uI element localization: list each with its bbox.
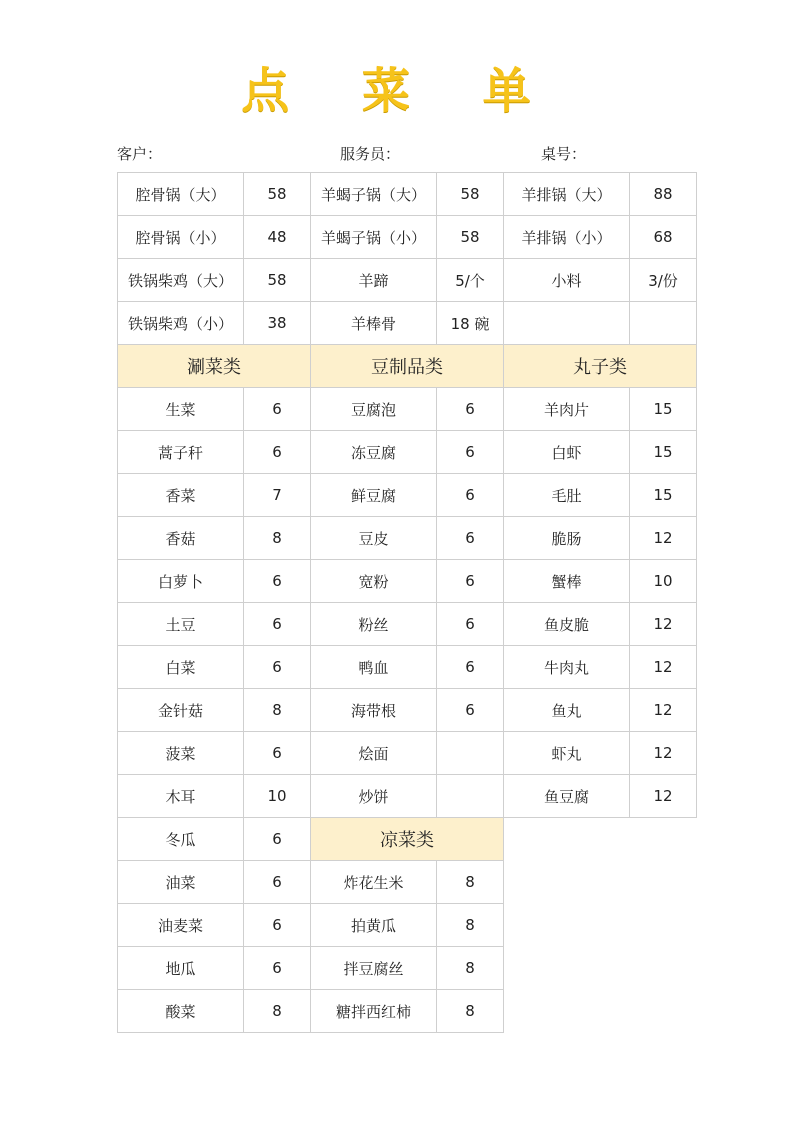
empty-area xyxy=(504,947,697,990)
menu-item-price: 6 xyxy=(244,431,311,474)
menu-item-name: 毛肚 xyxy=(504,474,630,517)
menu-item-name: 羊排锅（小） xyxy=(504,216,630,259)
menu-item-name: 鱼豆腐 xyxy=(504,775,630,818)
menu-item-price: 12 xyxy=(630,775,697,818)
menu-item-name: 炒饼 xyxy=(311,775,437,818)
table-row xyxy=(118,259,697,302)
menu-item-name: 小料 xyxy=(504,259,630,302)
menu-item-name: 虾丸 xyxy=(504,732,630,775)
menu-item-name: 木耳 xyxy=(118,775,244,818)
menu-item-price: 6 xyxy=(244,603,311,646)
menu-item-price: 6 xyxy=(437,560,504,603)
menu-item-price: 88 xyxy=(630,173,697,216)
menu-item-name: 炸花生米 xyxy=(311,861,437,904)
menu-item-name xyxy=(504,302,630,345)
table-row xyxy=(118,861,697,904)
table-row xyxy=(118,775,697,818)
menu-item-name: 豆腐泡 xyxy=(311,388,437,431)
menu-item-name: 油菜 xyxy=(118,861,244,904)
table-row xyxy=(118,990,697,1033)
menu-item-price: 58 xyxy=(244,173,311,216)
empty-area xyxy=(504,861,697,904)
menu-item-price: 6 xyxy=(437,474,504,517)
empty-area xyxy=(504,818,697,861)
menu-item-price: 5/个 xyxy=(437,259,504,302)
menu-item-name: 冬瓜 xyxy=(118,818,244,861)
menu-item-price: 58 xyxy=(437,216,504,259)
table-row xyxy=(118,904,697,947)
menu-item-price: 6 xyxy=(244,818,311,861)
menu-item-name: 生菜 xyxy=(118,388,244,431)
menu-item-price: 6 xyxy=(437,388,504,431)
menu-item-name: 牛肉丸 xyxy=(504,646,630,689)
menu-item-price: 6 xyxy=(244,388,311,431)
menu-item-name: 菠菜 xyxy=(118,732,244,775)
menu-item-price: 6 xyxy=(437,517,504,560)
menu-item-price: 68 xyxy=(630,216,697,259)
menu-item-price: 8 xyxy=(437,947,504,990)
menu-item-price: 6 xyxy=(437,646,504,689)
category-header-shuan: 涮菜类 xyxy=(118,345,311,388)
menu-item-name: 海带根 xyxy=(311,689,437,732)
table-row xyxy=(118,947,697,990)
menu-item-price: 12 xyxy=(630,603,697,646)
category-header-liang: 凉菜类 xyxy=(311,818,504,861)
menu-item-name: 香菇 xyxy=(118,517,244,560)
menu-item-price: 48 xyxy=(244,216,311,259)
table-row xyxy=(118,818,697,861)
menu-item-name: 豆皮 xyxy=(311,517,437,560)
menu-item-name: 白虾 xyxy=(504,431,630,474)
table-row xyxy=(118,646,697,689)
page-title: 点 菜 单 xyxy=(241,63,559,119)
table-row xyxy=(118,216,697,259)
category-header-wanzi: 丸子类 xyxy=(504,345,697,388)
category-header-douzhi: 豆制品类 xyxy=(311,345,504,388)
menu-item-name: 脆肠 xyxy=(504,517,630,560)
menu-item-name: 鸭血 xyxy=(311,646,437,689)
menu-item-name: 地瓜 xyxy=(118,947,244,990)
menu-item-name: 香菜 xyxy=(118,474,244,517)
menu-item-name: 白菜 xyxy=(118,646,244,689)
menu-item-name: 腔骨锅（大） xyxy=(118,173,244,216)
menu-item-price: 18 碗 xyxy=(437,302,504,345)
table-row xyxy=(118,388,697,431)
menu-item-price: 3/份 xyxy=(630,259,697,302)
menu-item-price: 10 xyxy=(244,775,311,818)
menu-item-price xyxy=(437,775,504,818)
menu-item-name: 羊棒骨 xyxy=(311,302,437,345)
menu-item-name: 铁锅柴鸡（小） xyxy=(118,302,244,345)
menu-item-name: 蒿子秆 xyxy=(118,431,244,474)
customer-label: 客户： xyxy=(117,145,163,163)
empty-area xyxy=(504,990,697,1033)
menu-item-name: 油麦菜 xyxy=(118,904,244,947)
menu-item-price: 12 xyxy=(630,517,697,560)
menu-item-price: 8 xyxy=(244,990,311,1033)
menu-item-name: 粉丝 xyxy=(311,603,437,646)
menu-item-price: 6 xyxy=(437,603,504,646)
menu-item-name: 宽粉 xyxy=(311,560,437,603)
menu-item-name: 金针菇 xyxy=(118,689,244,732)
category-header-row xyxy=(118,345,697,388)
menu-item-price: 10 xyxy=(630,560,697,603)
menu-item-price: 12 xyxy=(630,732,697,775)
table-row xyxy=(118,732,697,775)
menu-table xyxy=(117,172,697,1033)
menu-item-name: 白萝卜 xyxy=(118,560,244,603)
menu-item-name: 羊蹄 xyxy=(311,259,437,302)
menu-item-price: 6 xyxy=(244,947,311,990)
menu-item-price: 8 xyxy=(437,990,504,1033)
menu-item-name: 蟹棒 xyxy=(504,560,630,603)
menu-item-price: 6 xyxy=(244,904,311,947)
menu-item-name: 烩面 xyxy=(311,732,437,775)
menu-item-name: 羊排锅（大） xyxy=(504,173,630,216)
menu-item-price: 15 xyxy=(630,431,697,474)
menu-item-price: 8 xyxy=(437,904,504,947)
menu-item-price: 12 xyxy=(630,689,697,732)
table-row xyxy=(118,689,697,732)
menu-item-price: 8 xyxy=(244,517,311,560)
menu-item-name: 拌豆腐丝 xyxy=(311,947,437,990)
waiter-label: 服务员： xyxy=(340,145,401,163)
menu-item-price: 7 xyxy=(244,474,311,517)
table-row xyxy=(118,603,697,646)
menu-item-price: 38 xyxy=(244,302,311,345)
menu-item-price: 12 xyxy=(630,646,697,689)
menu-item-price: 15 xyxy=(630,474,697,517)
menu-item-price: 6 xyxy=(244,732,311,775)
menu-item-name: 羊蝎子锅（小） xyxy=(311,216,437,259)
empty-area xyxy=(504,904,697,947)
table-row xyxy=(118,173,697,216)
menu-item-name: 羊蝎子锅（大） xyxy=(311,173,437,216)
menu-item-price: 6 xyxy=(437,689,504,732)
menu-item-price: 6 xyxy=(244,861,311,904)
menu-item-name: 鱼丸 xyxy=(504,689,630,732)
menu-item-price: 15 xyxy=(630,388,697,431)
menu-item-name: 铁锅柴鸡（大） xyxy=(118,259,244,302)
menu-item-name: 羊肉片 xyxy=(504,388,630,431)
menu-item-price xyxy=(630,302,697,345)
table-row xyxy=(118,560,697,603)
menu-item-name: 糖拌西红柿 xyxy=(311,990,437,1033)
table-row xyxy=(118,431,697,474)
menu-item-name: 酸菜 xyxy=(118,990,244,1033)
menu-item-price: 6 xyxy=(437,431,504,474)
table-row xyxy=(118,517,697,560)
menu-item-name: 土豆 xyxy=(118,603,244,646)
menu-item-name: 鱼皮脆 xyxy=(504,603,630,646)
menu-item-name: 拍黄瓜 xyxy=(311,904,437,947)
table-number-label: 桌号： xyxy=(541,145,587,163)
table-row xyxy=(118,302,697,345)
menu-item-name: 腔骨锅（小） xyxy=(118,216,244,259)
menu-item-price: 8 xyxy=(437,861,504,904)
menu-item-price: 6 xyxy=(244,646,311,689)
menu-item-name: 鲜豆腐 xyxy=(311,474,437,517)
menu-item-price xyxy=(437,732,504,775)
menu-item-name: 冻豆腐 xyxy=(311,431,437,474)
table-row xyxy=(118,474,697,517)
menu-item-price: 6 xyxy=(244,560,311,603)
menu-item-price: 58 xyxy=(437,173,504,216)
menu-item-price: 8 xyxy=(244,689,311,732)
menu-item-price: 58 xyxy=(244,259,311,302)
